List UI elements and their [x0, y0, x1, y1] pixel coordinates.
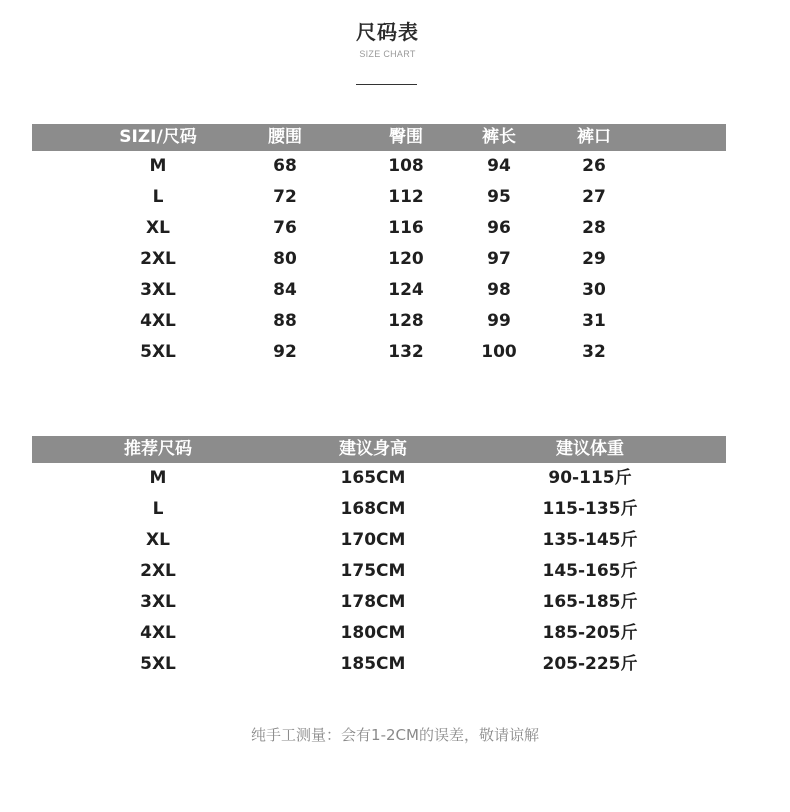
table-row: [32, 649, 726, 680]
waist-cell: 76: [273, 218, 297, 238]
table-row: [32, 151, 726, 182]
recommend-table-header-height: 建议身高: [339, 439, 407, 459]
table-row: [32, 306, 726, 337]
table-row: [32, 337, 726, 368]
waist-cell: 92: [273, 342, 297, 362]
length-cell: 99: [487, 311, 511, 331]
size-cell: 4XL: [140, 311, 176, 331]
weight-cell: 115-135斤: [542, 499, 638, 519]
weight-cell: 185-205斤: [542, 623, 638, 643]
size-cell: XL: [146, 530, 170, 550]
size-cell: 3XL: [140, 592, 176, 612]
table-row: [32, 244, 726, 275]
height-cell: 180CM: [340, 623, 406, 643]
hem-cell: 30: [582, 280, 606, 300]
hem-cell: 28: [582, 218, 606, 238]
recommend-table-header-weight: 建议体重: [556, 439, 624, 459]
recommend-table-header-size: 推荐尺码: [124, 439, 192, 459]
hem-cell: 26: [582, 156, 606, 176]
weight-cell: 165-185斤: [542, 592, 638, 612]
page-title: 尺码表: [356, 20, 419, 44]
hip-cell: 108: [388, 156, 424, 176]
size-cell: L: [152, 187, 164, 207]
hip-cell: 120: [388, 249, 424, 269]
size-cell: 5XL: [140, 342, 176, 362]
title-divider: [356, 84, 417, 85]
size-cell: 5XL: [140, 654, 176, 674]
size-cell: 3XL: [140, 280, 176, 300]
measurement-note: 纯手工测量：会有1-2CM的误差，敬请谅解: [251, 726, 539, 744]
size-table-header-hip: 臀围: [389, 127, 423, 147]
table-row: [32, 463, 726, 494]
hip-cell: 128: [388, 311, 424, 331]
waist-cell: 88: [273, 311, 297, 331]
height-cell: 185CM: [340, 654, 406, 674]
size-table-header-length: 裤长: [482, 127, 516, 147]
height-cell: 168CM: [340, 499, 406, 519]
size-cell: M: [149, 468, 167, 488]
length-cell: 94: [487, 156, 511, 176]
page-subtitle: SIZE CHART: [359, 49, 416, 59]
hem-cell: 29: [582, 249, 606, 269]
hem-cell: 31: [582, 311, 606, 331]
length-cell: 97: [487, 249, 511, 269]
size-table-header-hem: 裤口: [577, 127, 611, 147]
hem-cell: 27: [582, 187, 606, 207]
size-cell: L: [152, 499, 164, 519]
length-cell: 95: [487, 187, 511, 207]
height-cell: 170CM: [340, 530, 406, 550]
size-cell: 4XL: [140, 623, 176, 643]
length-cell: 96: [487, 218, 511, 238]
waist-cell: 72: [273, 187, 297, 207]
table-row: [32, 587, 726, 618]
waist-cell: 68: [273, 156, 297, 176]
hip-cell: 124: [388, 280, 424, 300]
size-chart-table: [32, 124, 726, 368]
table-row: [32, 618, 726, 649]
size-table-header-size: SIZI/尺码: [119, 127, 197, 147]
table-row: [32, 525, 726, 556]
size-cell: 2XL: [140, 561, 176, 581]
weight-cell: 135-145斤: [542, 530, 638, 550]
waist-cell: 84: [273, 280, 297, 300]
table-row: [32, 275, 726, 306]
height-cell: 165CM: [340, 468, 406, 488]
table-row: [32, 182, 726, 213]
hem-cell: 32: [582, 342, 606, 362]
table-row: [32, 556, 726, 587]
size-cell: M: [149, 156, 167, 176]
hip-cell: 132: [388, 342, 424, 362]
size-cell: 2XL: [140, 249, 176, 269]
size-table-header-row: [32, 124, 726, 151]
size-table-header-waist: 腰围: [268, 127, 302, 147]
recommend-table-header-row: [32, 436, 726, 463]
table-row: [32, 213, 726, 244]
recommend-size-table: [32, 436, 726, 680]
weight-cell: 205-225斤: [542, 654, 638, 674]
waist-cell: 80: [273, 249, 297, 269]
hip-cell: 112: [388, 187, 424, 207]
length-cell: 100: [481, 342, 517, 362]
weight-cell: 90-115斤: [548, 468, 632, 488]
height-cell: 175CM: [340, 561, 406, 581]
weight-cell: 145-165斤: [542, 561, 638, 581]
hip-cell: 116: [388, 218, 424, 238]
height-cell: 178CM: [340, 592, 406, 612]
table-row: [32, 494, 726, 525]
size-cell: XL: [146, 218, 170, 238]
length-cell: 98: [487, 280, 511, 300]
